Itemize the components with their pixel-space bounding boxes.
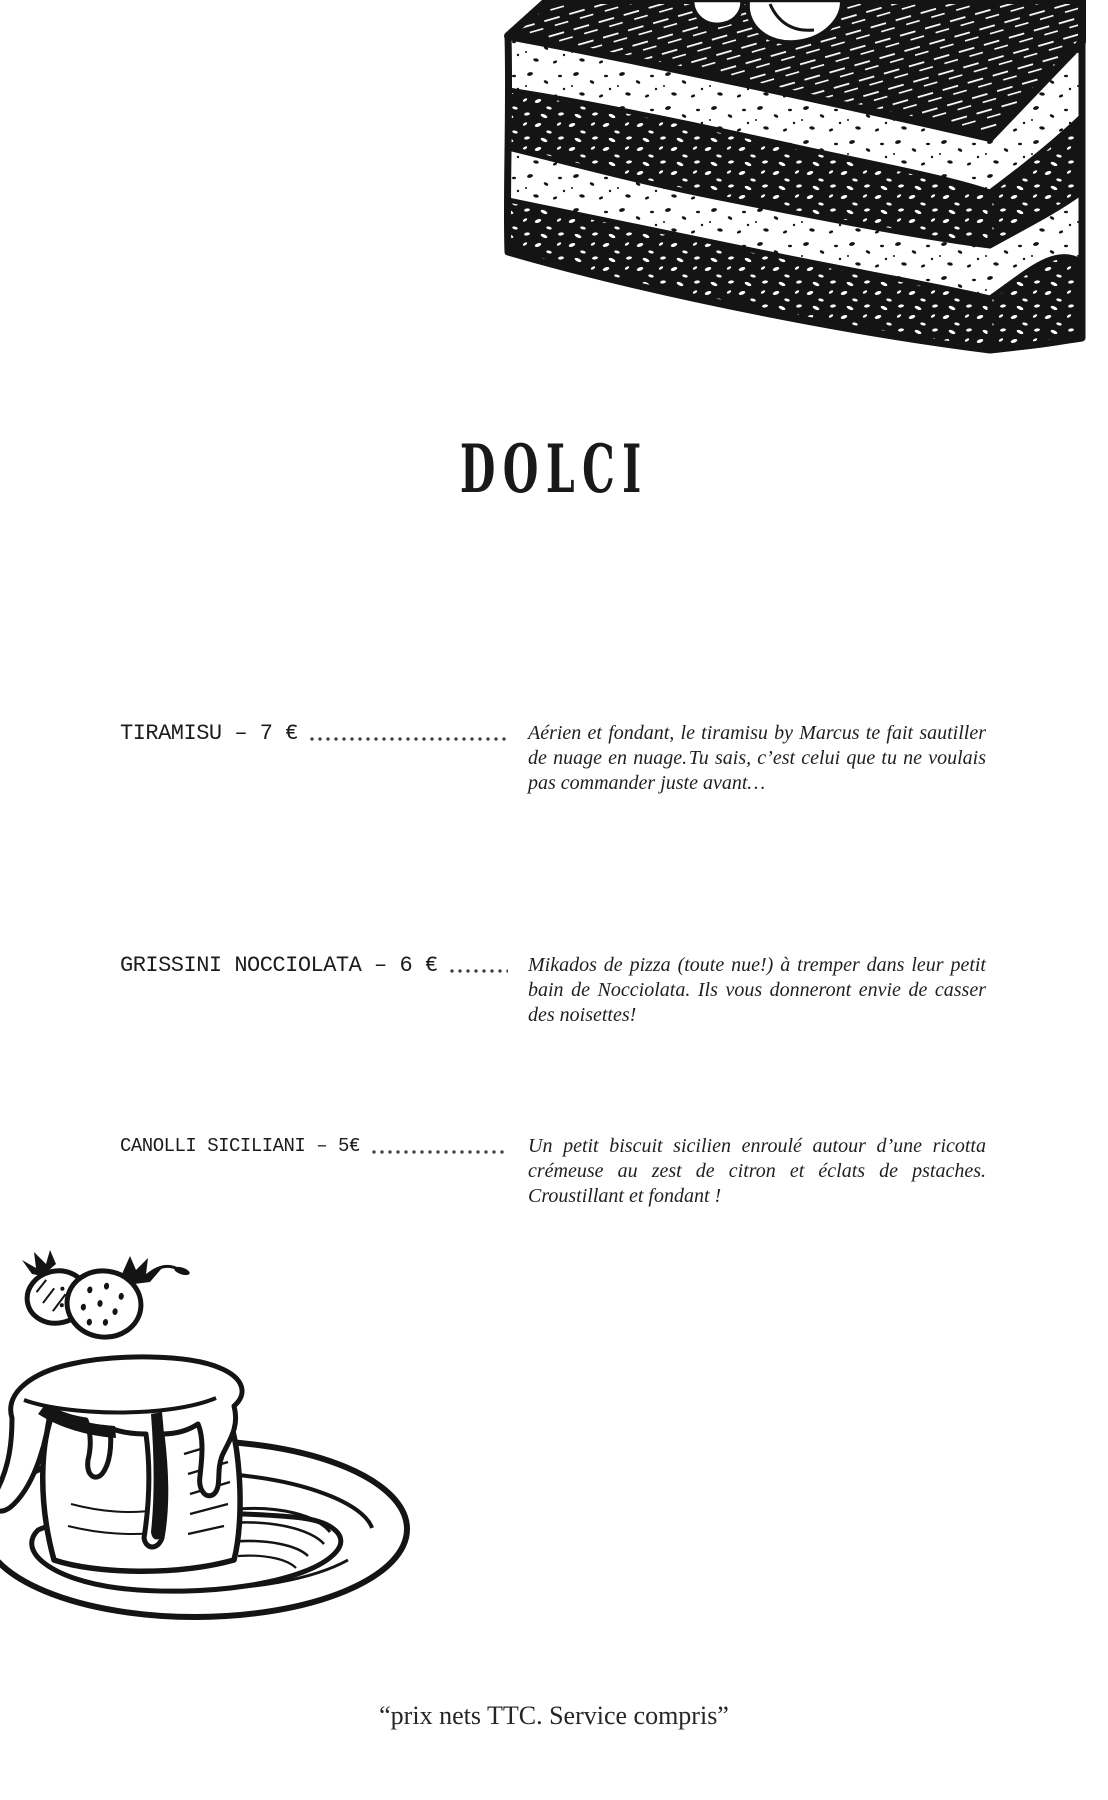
page-title: DOLCI xyxy=(459,430,649,508)
item-label: GRISSINI NOCCIOLATA – 6 € xyxy=(120,953,438,978)
footer-note: “prix nets TTC. Service compris” xyxy=(379,1701,729,1730)
item-label: CANOLLI SICILIANI – 5€ xyxy=(120,1135,360,1157)
menu-item-grissini xyxy=(120,952,986,1028)
menu-item-left xyxy=(120,720,512,747)
item-description: Un petit biscuit sicilien enroulé autour d’une ricotta crémeuse au zest de citron et éclats de pstaches. Croustillant et fondant ! xyxy=(528,1135,986,1207)
item-description: Aérien et fondant, le tiramisu by Marcus te fait sautiller de nuage en nuage. Tu sais, c’est celui que tu ne voulais pas commander juste avant… xyxy=(528,722,986,794)
menu-item-canolli xyxy=(120,1133,986,1209)
leader-dots xyxy=(370,1150,508,1154)
leader-dots xyxy=(308,737,508,741)
item-label: TIRAMISU – 7 € xyxy=(120,721,298,746)
leader-dots xyxy=(448,969,508,973)
tiramisu-illustration xyxy=(430,0,1098,358)
item-description: Mikados de pizza (toute nue!) à tremper dans leur petit bain de Nocciolata. Ils vous donneront envie de casser des noisettes! xyxy=(528,954,986,1026)
panna-cotta-illustration xyxy=(0,1242,416,1638)
menu-item-left xyxy=(120,1133,512,1160)
menu-item-left xyxy=(120,952,512,979)
menu-item-tiramisu xyxy=(120,720,986,796)
page-title-wrap xyxy=(0,430,1108,508)
